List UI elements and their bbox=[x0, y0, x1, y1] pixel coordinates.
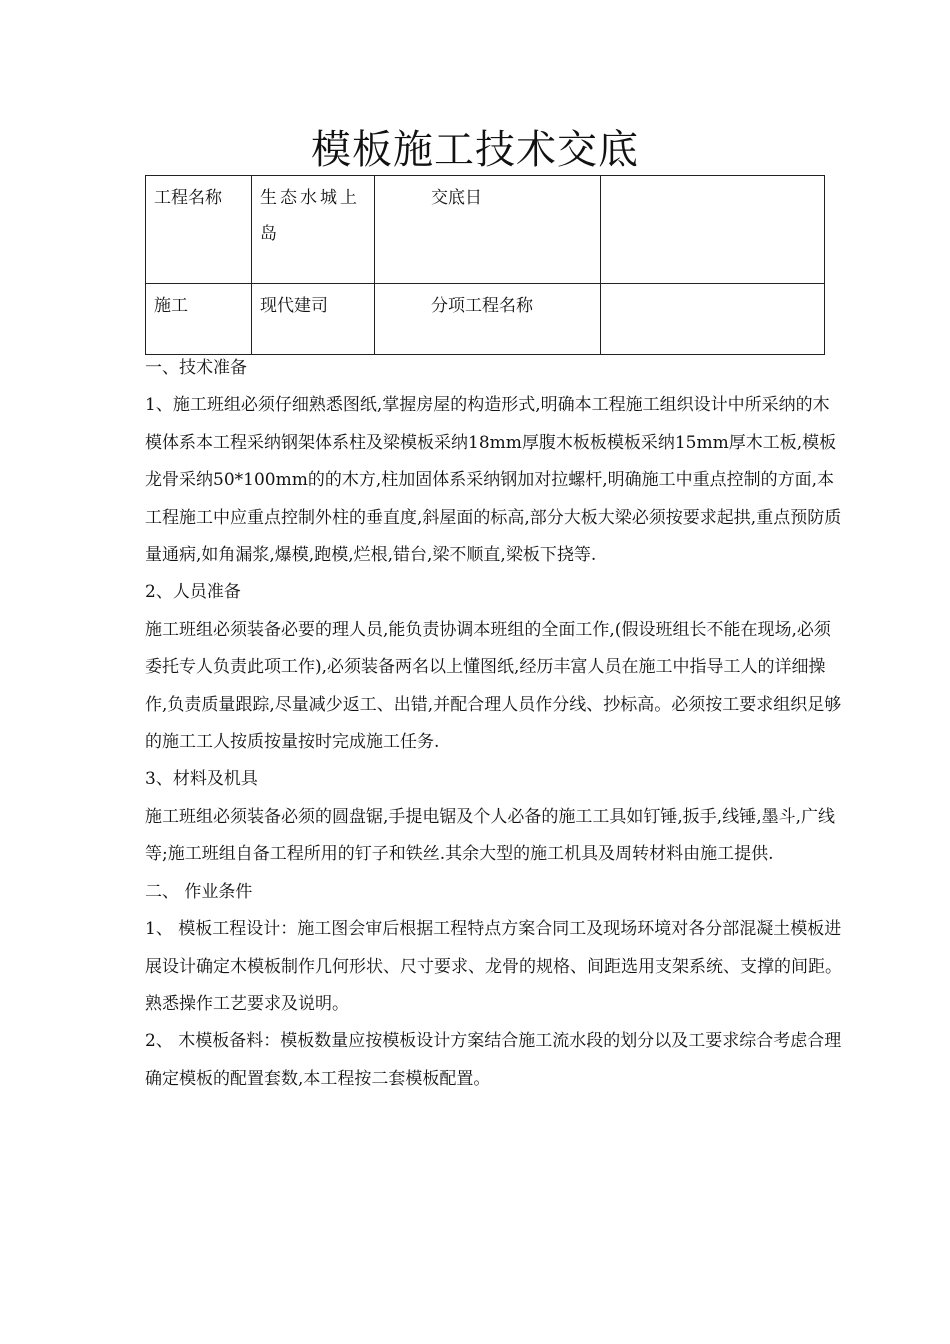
project-name-value: 生态水城上岛 bbox=[252, 176, 375, 284]
table-row bbox=[146, 176, 825, 284]
document-title: 模板施工技术交底 bbox=[311, 127, 639, 173]
disclosure-date-value bbox=[601, 176, 825, 284]
section-heading-technical-prep: 一、技术准备 bbox=[145, 358, 247, 378]
disclosure-date-label: 交底日 bbox=[375, 176, 601, 284]
construction-unit-value: 现代建司 bbox=[252, 284, 375, 355]
paragraph-drawings: 1、施工班组必须仔细熟悉图纸,掌握房屋的构造形式,明确本工程施工组织设计中所采纳的木模体系本工程采纳钢架体系柱及梁模板采纳18mm厚腹木板板模板采纳15mm厚木工板,模板龙骨采纳50*100mm的的木方,柱加固体系采纳钢加对拉螺杆,明确施工中重点控制的方面,本工程施工中应重点控制外柱的垂直度,斜屋面的标高,部分大板大梁必须按要求起拱,重点预防质量通病,如角漏浆,爆模,跑模,烂根,错台,梁不顺直,梁板下挠等. bbox=[145, 395, 842, 566]
paragraph-personnel: 施工班组必须装备必要的理人员,能负责协调本班组的全面工作,(假设班组长不能在现场,必须委托专人负责此项工作),必须装备两名以上懂图纸,经历丰富人员在施工中指导工人的详细操作,负责质量跟踪,尽量减少返工、出错,并配合理人员作分线、抄标高。必须按工要求组织足够的施工工人按质按量按时完成施工任务. bbox=[145, 619, 842, 753]
section-heading-personnel: 2、人员准备 bbox=[145, 582, 241, 603]
paragraph-materials: 施工班组必须装备必须的圆盘锯,手提电锯及个人必备的施工工具如钉锤,扳手,线锤,墨斗,广线等;施工班组自备工程所用的钉子和铁丝.其余大型的施工机具及周转材料由施工提供. bbox=[145, 806, 836, 865]
construction-label: 施工 bbox=[146, 284, 252, 355]
section-heading-materials: 3、材料及机具 bbox=[145, 769, 258, 790]
paragraph-formwork-design: 1、 模板工程设计：施工图会审后根据工程特点方案合同工及现场环境对各分部混凝土模板进展设计确定木模板制作几何形状、尺寸要求、龙骨的规格、间距选用支架系统、支撑的间距。熟悉操作工艺要求及说明。 bbox=[145, 919, 842, 1014]
project-info-table bbox=[145, 175, 825, 355]
project-name-label: 工程名称 bbox=[146, 176, 252, 284]
paragraph-formwork-materials: 2、 木模板备料：模板数量应按模板设计方案结合施工流水段的划分以及工要求综合考虑合理确定模板的配置套数,本工程按二套模板配置。 bbox=[145, 1031, 842, 1089]
document-body bbox=[145, 350, 845, 1098]
section-heading-work-conditions: 二、 作业条件 bbox=[145, 881, 253, 902]
sub-project-name-label: 分项工程名称 bbox=[375, 284, 601, 355]
table-row bbox=[146, 284, 825, 355]
sub-project-name-value bbox=[601, 284, 825, 355]
